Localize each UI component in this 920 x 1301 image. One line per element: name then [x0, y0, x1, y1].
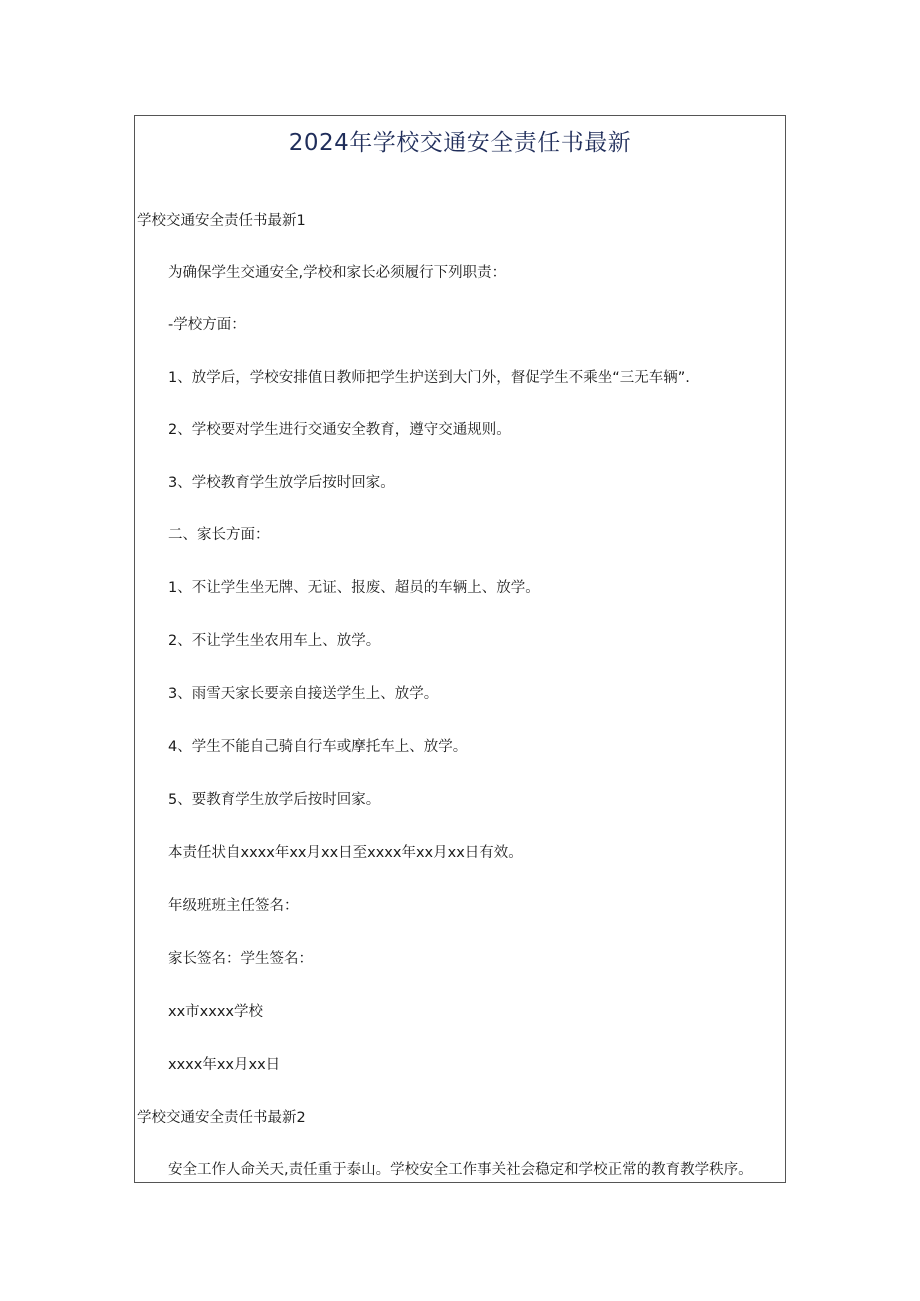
teacher-signature-line: 年级班班主任签名：: [168, 898, 299, 914]
school-item-3: 3、学校教育学生放学后按时回家。: [168, 475, 395, 491]
parent-item-4: 4、学生不能自己骑自行车或摩托车上、放学。: [168, 739, 468, 755]
section-1-intro: 为确保学生交通安全,学校和家长必须履行下列职责：: [168, 265, 507, 281]
section-1-heading: 学校交通安全责任书最新1: [137, 213, 306, 229]
parent-item-5: 5、要教育学生放学后按时回家。: [168, 792, 381, 808]
school-name: xx市xxxx学校: [168, 1004, 263, 1020]
school-item-1: 1、放学后，学校安排值日教师把学生护送到大门外，督促学生不乘坐“三无车辆”.: [168, 370, 690, 386]
parent-student-signature-line: 家长签名：学生签名：: [168, 951, 313, 967]
section-2-heading: 学校交通安全责任书最新2: [137, 1110, 306, 1126]
parent-item-1: 1、不让学生坐无牌、无证、报废、超员的车辆上、放学。: [168, 580, 540, 596]
parent-responsibilities-heading: 二、家长方面：: [168, 527, 270, 543]
school-responsibilities-heading: -学校方面：: [168, 317, 246, 333]
validity-statement: 本责任状自xxxx年xx月xx日至xxxx年xx月xx日有效。: [168, 845, 523, 861]
signing-date: xxxx年xx月xx日: [168, 1057, 281, 1073]
section-2-intro: 安全工作人命关天,责任重于泰山。学校安全工作事关社会稳定和学校正常的教育教学秩序。: [168, 1162, 753, 1178]
parent-item-2: 2、不让学生坐农用车上、放学。: [168, 633, 381, 649]
parent-item-3: 3、雨雪天家长要亲自接送学生上、放学。: [168, 686, 439, 702]
school-item-2: 2、学校要对学生进行交通安全教育，遵守交通规则。: [168, 422, 511, 438]
document-title: 2024年学校交通安全责任书最新: [288, 130, 632, 156]
